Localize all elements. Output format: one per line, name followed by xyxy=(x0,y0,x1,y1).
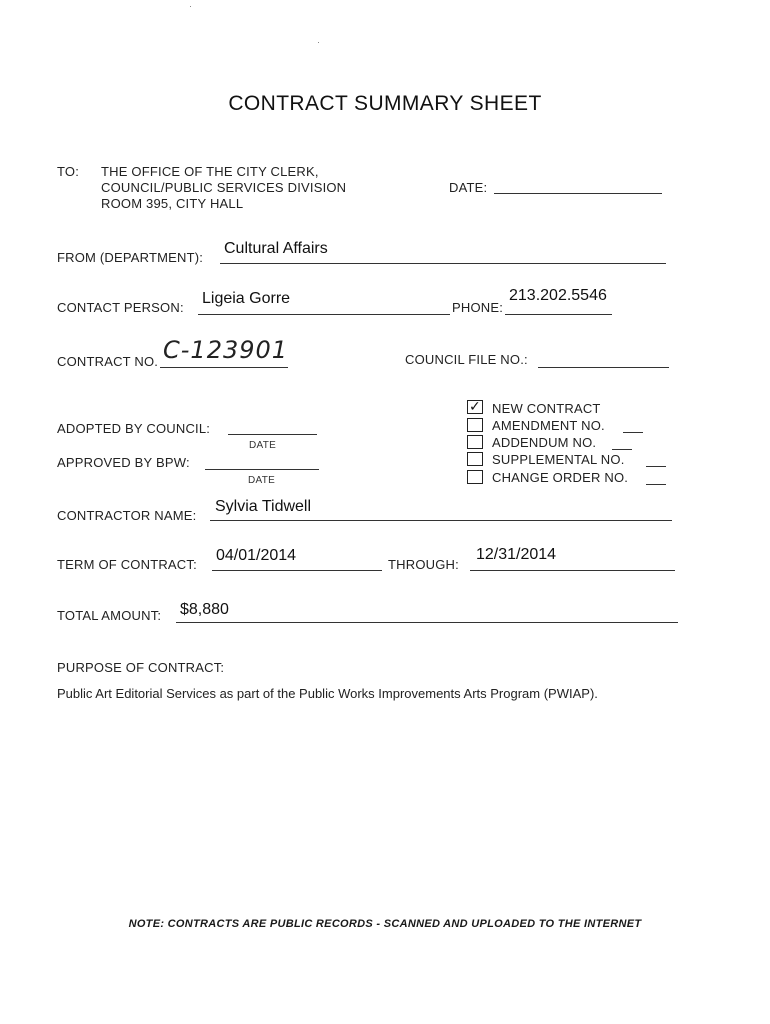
amendment-no-underline[interactable] xyxy=(623,432,643,433)
term-start-underline xyxy=(212,570,382,571)
term-end-field[interactable]: 12/31/2014 xyxy=(476,546,557,563)
footer-note: NOTE: CONTRACTS ARE PUBLIC RECORDS - SCANNED AND UPLOADED TO THE INTERNET xyxy=(128,918,642,930)
phone-field[interactable]: 213.202.5546 xyxy=(509,287,607,304)
addendum-label: ADDENDUM NO. xyxy=(492,435,597,450)
to-address-line-1: THE OFFICE OF THE CITY CLERK, xyxy=(101,164,319,179)
adopted-by-council-label: ADOPTED BY COUNCIL: xyxy=(57,421,211,436)
check-mark-icon: ✓ xyxy=(469,398,481,414)
amendment-checkbox[interactable] xyxy=(467,418,483,432)
date-field[interactable] xyxy=(495,176,661,194)
supplemental-checkbox[interactable] xyxy=(467,452,483,466)
purpose-text: Public Art Editorial Services as part of the Public Works Improvements Arts Program (PWIAP). xyxy=(57,686,598,701)
from-department-field[interactable]: Cultural Affairs xyxy=(224,240,328,257)
council-file-field[interactable] xyxy=(540,350,668,368)
adopted-date-underline[interactable] xyxy=(228,434,317,435)
scan-speck xyxy=(318,42,319,43)
to-address-line-2: COUNCIL/PUBLIC SERVICES DIVISION xyxy=(101,180,347,195)
through-label: THROUGH: xyxy=(388,557,459,572)
addendum-no-underline[interactable] xyxy=(612,449,632,450)
contractor-name-label: CONTRACTOR NAME: xyxy=(57,508,197,523)
total-amount-field[interactable]: $8,880 xyxy=(180,601,229,618)
total-amount-label: TOTAL AMOUNT: xyxy=(57,608,162,623)
term-start-field[interactable]: 04/01/2014 xyxy=(216,547,297,564)
change-order-no-underline[interactable] xyxy=(646,484,666,485)
phone-underline xyxy=(505,314,612,315)
addendum-checkbox[interactable] xyxy=(467,435,483,449)
phone-label: PHONE: xyxy=(452,300,504,315)
change-order-checkbox[interactable] xyxy=(467,470,483,484)
contractor-name-underline xyxy=(210,520,672,521)
new-contract-checkbox[interactable] xyxy=(467,400,483,414)
amendment-label: AMENDMENT NO. xyxy=(492,418,605,433)
contact-person-underline xyxy=(198,314,450,315)
date-underline xyxy=(494,193,662,194)
approved-date-underline[interactable] xyxy=(205,469,319,470)
contact-person-label: CONTACT PERSON: xyxy=(57,300,184,315)
purpose-label: PURPOSE OF CONTRACT: xyxy=(57,660,225,675)
supplemental-no-underline[interactable] xyxy=(646,466,666,467)
from-department-underline xyxy=(220,263,666,264)
date-label: DATE: xyxy=(449,180,488,195)
council-file-label: COUNCIL FILE NO.: xyxy=(405,352,528,367)
contractor-name-field[interactable]: Sylvia Tidwell xyxy=(215,498,312,515)
to-address-line-3: ROOM 395, CITY HALL xyxy=(101,196,244,211)
page-title: CONTRACT SUMMARY SHEET xyxy=(228,92,542,115)
supplemental-label: SUPPLEMENTAL NO. xyxy=(492,452,625,467)
scan-speck xyxy=(190,6,191,7)
adopted-date-caption: DATE xyxy=(249,440,277,451)
approved-date-caption: DATE xyxy=(248,475,276,486)
contact-person-field[interactable]: Ligeia Gorre xyxy=(202,290,291,307)
new-contract-label: NEW CONTRACT xyxy=(492,401,601,416)
approved-by-bpw-label: APPROVED BY BPW: xyxy=(57,455,190,470)
term-end-underline xyxy=(470,570,675,571)
change-order-label: CHANGE ORDER NO. xyxy=(492,470,629,485)
contract-no-field[interactable]: C-123901 xyxy=(163,336,289,364)
to-label: TO: xyxy=(57,164,80,179)
term-of-contract-label: TERM OF CONTRACT: xyxy=(57,557,197,572)
contract-no-label: CONTRACT NO. xyxy=(57,354,159,369)
total-amount-underline xyxy=(176,622,678,623)
council-file-underline xyxy=(538,367,669,368)
from-department-label: FROM (DEPARTMENT): xyxy=(57,250,204,265)
contract-no-underline xyxy=(160,367,288,368)
